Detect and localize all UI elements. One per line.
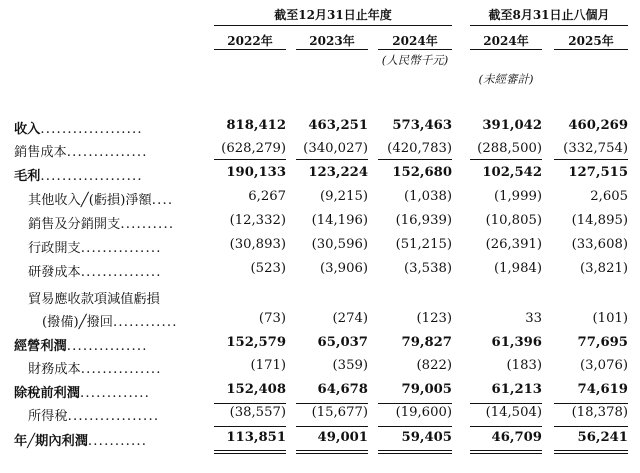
subtotal-line [470,426,542,427]
cell-rd-costs-2023: (3,906) [319,261,368,276]
row-label-text: 銷售及分銷開支 [28,217,121,232]
row-label [14,430,147,449]
year-2025-8m-header: 2025年 [568,34,614,48]
year-underline-2024 [378,49,452,50]
cell-selling-distribution-expenses-2023: (14,196) [311,213,368,228]
cell-revenue-2025-8m: 460,269 [568,118,628,133]
year-underline-2025-8m [554,49,628,50]
subtotal-line [214,159,286,160]
leader-dots: ........... [87,434,148,449]
subtotal-line [554,426,628,427]
cell-profit-before-tax-2024-8m: 61,213 [491,382,542,397]
row-label-text: 除稅前利潤 [14,386,80,401]
row-label-text: 毛利 [14,169,41,184]
cell-operating-profit-2024: 79,827 [401,335,452,350]
row-label [14,335,148,354]
cell-cost-of-sales-2025-8m: (332,754) [563,141,628,156]
cell-other-income-loss-2023: (9,215) [319,189,368,204]
leader-dots: ................. [67,409,160,424]
cell-administrative-expenses-2023: (30,596) [311,237,368,252]
row-label-text: 收入 [14,122,41,137]
cell-operating-profit-2022: 152,579 [226,335,286,350]
subtotal-line [470,159,542,160]
subtotal-line [378,159,452,160]
row-label-text: 行政開支 [28,241,81,256]
leader-dots: ................... [40,169,143,184]
cell-provision-reversal-2024: (123) [416,311,452,326]
total-double-underline [296,450,368,454]
total-double-underline [214,450,286,454]
group-header-year-end: 截至12月31日止年度 [274,8,392,22]
cell-income-tax-2024: (19,600) [395,405,452,420]
cell-finance-costs-2024: (822) [416,358,452,373]
cell-provision-reversal-2024-8m: 33 [525,311,542,326]
year-2022-header: 2022年 [227,34,273,48]
unaudited-note: (未經審計) [478,72,534,86]
cell-provision-reversal-2025-8m: (101) [592,311,628,326]
cell-income-tax-2025-8m: (18,378) [571,405,628,420]
leader-dots: ............ [112,315,178,330]
total-double-underline [554,450,628,454]
cell-provision-reversal-2022: (73) [258,311,286,326]
cell-finance-costs-2025-8m: (3,076) [579,358,628,373]
row-label [14,382,150,401]
cell-finance-costs-2024-8m: (183) [506,358,542,373]
row-label-text: 銷售成本 [14,145,67,160]
year-2023-header: 2023年 [309,34,355,48]
year-2024-8m-header: 2024年 [483,34,529,48]
cell-income-tax-2023: (15,677) [311,405,368,420]
cell-profit-for-period-2023: 49,001 [317,430,368,445]
cell-profit-before-tax-2023: 64,678 [317,382,368,397]
row-label-text: 貿易應收款項減值虧損 [28,292,160,307]
subtotal-line [554,403,628,404]
cell-revenue-2024: 573,463 [392,118,452,133]
row-label-text: 其他收入╱(虧損)淨額 [28,193,152,208]
subtotal-line [296,159,368,160]
cell-selling-distribution-expenses-2024-8m: (10,805) [485,213,542,228]
unit-note: (人民幣千元) [381,53,449,67]
row-label [14,165,143,184]
cell-cost-of-sales-2024-8m: (288,500) [477,141,542,156]
row-label-text: 所得稅 [28,409,68,424]
cell-profit-before-tax-2022: 152,408 [226,382,286,397]
leader-dots: ............... [80,241,162,256]
cell-other-income-loss-2024-8m: (1,999) [493,189,542,204]
cell-revenue-2022: 818,412 [226,118,286,133]
row-label-text: 年╱期內利潤 [14,434,88,449]
subtotal-line [470,403,542,404]
year-underline-2023 [296,49,368,50]
cell-profit-before-tax-2024: 79,005 [401,382,452,397]
subtotal-line [554,159,628,160]
cell-profit-for-period-2022: 113,851 [226,430,286,445]
cell-income-tax-2022: (38,557) [229,405,286,420]
cell-selling-distribution-expenses-2024: (16,939) [395,213,452,228]
row-label-text: 研發成本 [28,265,81,280]
cell-gross-profit-2024-8m: 102,542 [482,165,542,180]
row-label [42,311,178,330]
leader-dots: ................... [40,122,143,137]
cell-cost-of-sales-2023: (340,027) [303,141,368,156]
cell-other-income-loss-2024: (1,038) [403,189,452,204]
cell-selling-distribution-expenses-2025-8m: (14,895) [571,213,628,228]
cell-operating-profit-2023: 65,037 [317,335,368,350]
cell-profit-for-period-2024-8m: 46,709 [491,430,542,445]
subtotal-line [296,426,368,427]
row-label [28,288,160,307]
subtotal-line [378,426,452,427]
year-2024-header: 2024年 [392,34,438,48]
cell-profit-for-period-2024: 59,405 [401,430,452,445]
group-underline-eight-months [470,25,628,26]
leader-dots: .... [151,193,174,208]
cell-profit-before-tax-2025-8m: 74,619 [577,382,628,397]
leader-dots: ............... [80,362,162,377]
year-underline-2024-8m [470,49,542,50]
group-underline-year-end [214,25,452,26]
row-label [28,358,162,377]
total-double-underline [378,450,452,454]
leader-dots: ............... [66,339,148,354]
cell-administrative-expenses-2024-8m: (26,391) [485,237,542,252]
cell-gross-profit-2022: 190,133 [226,165,286,180]
cell-cost-of-sales-2022: (628,279) [221,141,286,156]
cell-other-income-loss-2025-8m: 2,605 [590,189,628,204]
leader-dots: ............... [66,145,148,160]
cell-finance-costs-2022: (171) [250,358,286,373]
cell-rd-costs-2025-8m: (3,821) [579,261,628,276]
leader-dots: .......... [120,217,175,232]
leader-dots: ............. [79,386,151,401]
cell-gross-profit-2024: 152,680 [392,165,452,180]
subtotal-line [214,426,286,427]
row-label [28,189,173,208]
cell-administrative-expenses-2022: (30,893) [229,237,286,252]
year-underline-2022 [214,49,286,50]
group-header-eight-months: 截至8月31日止八個月 [488,8,610,22]
row-label-text: 經營利潤 [14,339,67,354]
cell-rd-costs-2024-8m: (1,984) [493,261,542,276]
cell-gross-profit-2025-8m: 127,515 [568,165,628,180]
row-label-text: (撥備)╱撥回 [42,315,113,330]
cell-rd-costs-2024: (3,538) [403,261,452,276]
subtotal-line [214,403,286,404]
cell-rd-costs-2022: (523) [250,261,286,276]
cell-profit-for-period-2025-8m: 56,241 [577,430,628,445]
total-double-underline [470,450,542,454]
cell-revenue-2024-8m: 391,042 [482,118,542,133]
cell-cost-of-sales-2024: (420,783) [387,141,452,156]
subtotal-line [378,403,452,404]
row-label [28,213,174,232]
cell-operating-profit-2024-8m: 61,396 [491,335,542,350]
cell-administrative-expenses-2025-8m: (33,608) [571,237,628,252]
row-label [28,261,162,280]
cell-provision-reversal-2023: (274) [332,311,368,326]
row-label [28,405,159,424]
cell-gross-profit-2023: 123,224 [308,165,368,180]
cell-finance-costs-2023: (359) [332,358,368,373]
cell-selling-distribution-expenses-2022: (12,332) [229,213,286,228]
subtotal-line [296,403,368,404]
cell-administrative-expenses-2024: (51,215) [395,237,452,252]
row-label [14,118,143,137]
cell-operating-profit-2025-8m: 77,695 [577,335,628,350]
row-label [28,237,162,256]
row-label [14,141,148,160]
cell-other-income-loss-2022: 6,267 [248,189,286,204]
cell-revenue-2023: 463,251 [308,118,368,133]
row-label-text: 財務成本 [28,362,81,377]
cell-income-tax-2024-8m: (14,504) [485,405,542,420]
leader-dots: ............... [80,265,162,280]
